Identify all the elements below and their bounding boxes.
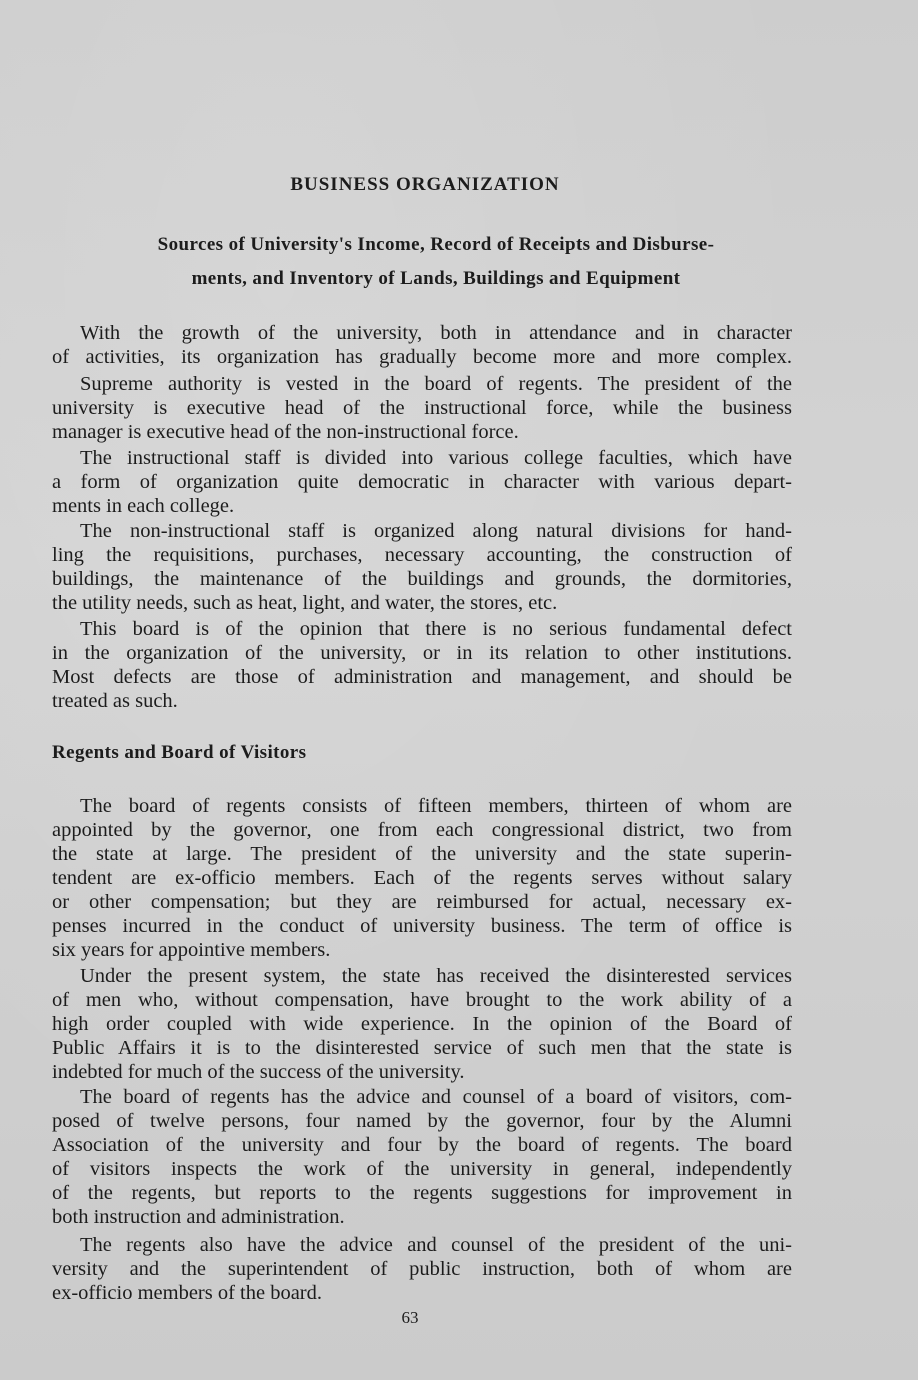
paragraph-line: The board of regents has the advice and counsel of a board of visitors, com-: [80, 1086, 792, 1108]
section-heading: Regents and Board of Visitors: [52, 742, 307, 763]
paragraph-line: The non-instructional staff is organized along natural divisions for hand-: [80, 520, 792, 542]
paragraph-line: in the organization of the university, or in its relation to other institutions.: [52, 642, 792, 664]
paragraph-line: This board is of the opinion that there is no serious fundamental defect: [80, 618, 792, 640]
subtitle-line-1: Sources of University's Income, Record of Receipts and Disburse-: [157, 234, 715, 255]
subtitle-line-2: ments, and Inventory of Lands, Buildings and Equipment: [191, 268, 681, 289]
paragraph-line: of men who, without compensation, have brought to the work ability of a: [52, 989, 792, 1011]
paragraph-line: of activities, its organization has gradually become more and more complex.: [52, 346, 792, 368]
paragraph-line: versity and the superintendent of public instruction, both of whom are: [52, 1258, 792, 1280]
paragraph-line: posed of twelve persons, four named by the governor, four by the Alumni: [52, 1110, 792, 1132]
paragraph-line: With the growth of the university, both in attendance and in character: [80, 322, 792, 344]
paragraph-line: university is executive head of the instructional force, while the business: [52, 397, 792, 419]
paragraph-line: Supreme authority is vested in the board of regents. The president of the: [80, 373, 792, 395]
paragraph-line: a form of organization quite democratic in character with various depart-: [52, 471, 792, 493]
paragraph-line: both instruction and administration.: [52, 1206, 345, 1228]
paragraph-line: treated as such.: [52, 690, 178, 712]
paragraph-line: appointed by the governor, one from each congressional district, two from: [52, 819, 792, 841]
paragraph-line: indebted for much of the success of the university.: [52, 1061, 465, 1083]
paragraph-line: Under the present system, the state has received the disinterested services: [80, 965, 792, 987]
paragraph-line: Association of the university and four by the board of regents. The board: [52, 1134, 792, 1156]
paragraph-line: Most defects are those of administration and management, and should be: [52, 666, 792, 688]
paragraph-line: ex-officio members of the board.: [52, 1282, 323, 1304]
paragraph-line: ling the requisitions, purchases, necessary accounting, the construction of: [52, 544, 792, 566]
paragraph-line: of the regents, but reports to the regents suggestions for improvement in: [52, 1182, 792, 1204]
paragraph-line: tendent are ex-officio members. Each of the regents serves without salary: [52, 867, 792, 889]
page-title: BUSINESS ORGANIZATION: [290, 174, 560, 195]
paragraph-line: The board of regents consists of fifteen members, thirteen of whom are: [80, 795, 792, 817]
paragraph-line: high order coupled with wide experience. In the opinion of the Board of: [52, 1013, 792, 1035]
paragraph-line: penses incurred in the conduct of university business. The term of office is: [52, 915, 792, 937]
paragraph-line: ments in each college.: [52, 495, 235, 517]
paragraph-line: the utility needs, such as heat, light, and water, the stores, etc.: [52, 592, 558, 614]
paragraph-line: The regents also have the advice and counsel of the president of the uni-: [80, 1234, 792, 1256]
paragraph-line: six years for appointive members.: [52, 939, 331, 961]
paragraph-line: buildings, the maintenance of the buildings and grounds, the dormitories,: [52, 568, 792, 590]
paragraph-line: of visitors inspects the work of the university in general, independently: [52, 1158, 792, 1180]
paragraph-line: Public Affairs it is to the disinterested service of such men that the state is: [52, 1037, 792, 1059]
paragraph-line: The instructional staff is divided into various college faculties, which have: [80, 447, 792, 469]
paragraph-line: the state at large. The president of the university and the state superin-: [52, 843, 792, 865]
paragraph-line: manager is executive head of the non-instructional force.: [52, 421, 519, 443]
paragraph-line: or other compensation; but they are reimbursed for actual, necessary ex-: [52, 891, 792, 913]
page-number: 63: [401, 1308, 419, 1327]
